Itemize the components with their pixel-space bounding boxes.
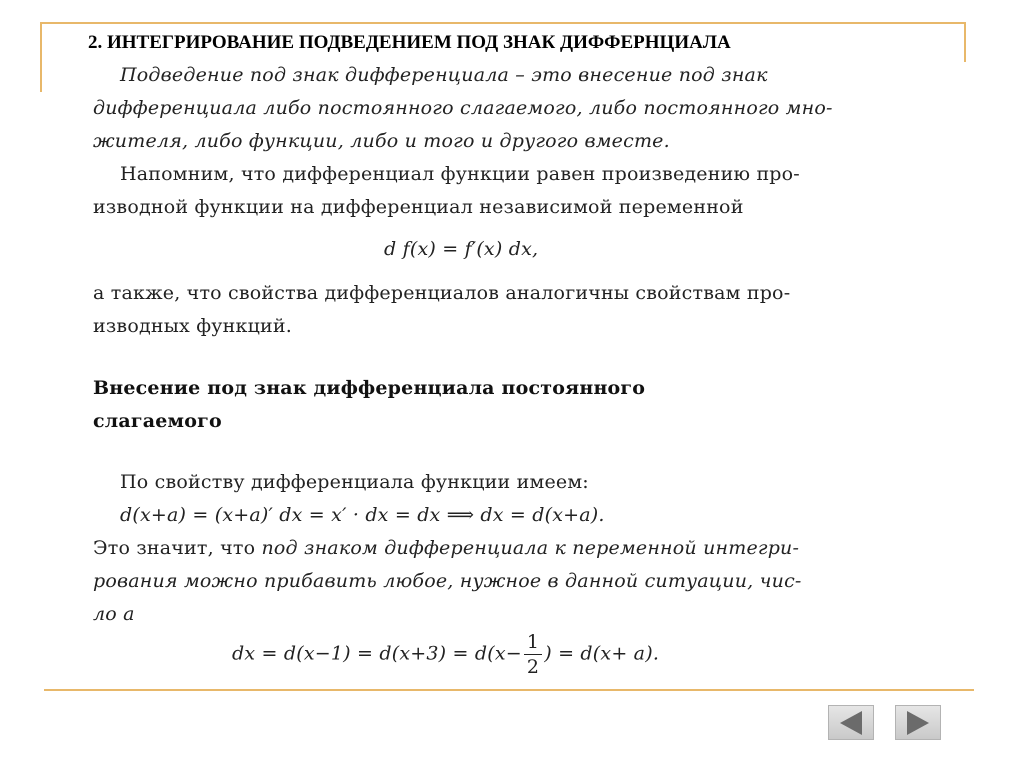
arrow-left-icon [840, 711, 862, 735]
reminder-line-1: Напомним, что дифференциал функции равен произведению про- [120, 163, 800, 185]
previous-slide-button[interactable] [828, 705, 874, 740]
property-formula: d(x+a) = (x+a)′ dx = x′ · dx = dx ⟹ dx = d(x+a). [120, 504, 605, 526]
fraction-numerator: 1 [524, 630, 542, 655]
definition-line-3: жителя, либо функции, либо и того и другого вместе. [93, 130, 670, 152]
meaning-italic-text: под знаком дифференциала к переменной интегри- [261, 537, 800, 559]
frame-right-line [964, 22, 966, 62]
frame-top-line [40, 22, 966, 24]
definition-line-1: Подведение под знак дифференциала – это внесение под знак [120, 64, 768, 86]
section-heading-line-1: Внесение под знак дифференциала постоянного [93, 377, 646, 399]
property-line-3: рования можно прибавить любое, нужное в данной ситуации, чис- [93, 570, 802, 592]
final-formula [232, 630, 659, 679]
final-formula-left: dx = d(x−1) = d(x+3) = d(x− [232, 642, 522, 665]
property-line-1: По свойству дифференциала функции имеем: [120, 471, 589, 493]
meaning-line [93, 537, 799, 559]
reminder-line-2: изводной функции на дифференциал независимой переменной [93, 196, 744, 218]
differential-formula: d f(x) = f′(x) dx, [384, 238, 539, 260]
reminder-line-4: изводных функций. [93, 315, 292, 337]
reminder-line-3: а также, что свойства дифференциалов аналогичны свойствам про- [93, 282, 791, 304]
definition-line-2: дифференциала либо постоянного слагаемого, либо постоянного мно- [93, 97, 833, 119]
meaning-plain-text: Это значит, что [93, 537, 262, 559]
fraction-denominator: 2 [526, 656, 540, 678]
frame-bottom-line [44, 689, 974, 691]
property-line-4: ло a [93, 603, 135, 625]
next-slide-button[interactable] [895, 705, 941, 740]
frame-left-line [40, 22, 42, 92]
final-formula-right: ) = d(x+ a). [544, 642, 660, 665]
arrow-right-icon [907, 711, 929, 735]
slide-title: 2. ИНТЕГРИРОВАНИЕ ПОДВЕДЕНИЕМ ПОД ЗНАК ДИФФЕРНЦИАЛА [88, 32, 731, 53]
fraction-one-half [524, 630, 542, 679]
section-heading-line-2: слагаемого [93, 410, 222, 432]
